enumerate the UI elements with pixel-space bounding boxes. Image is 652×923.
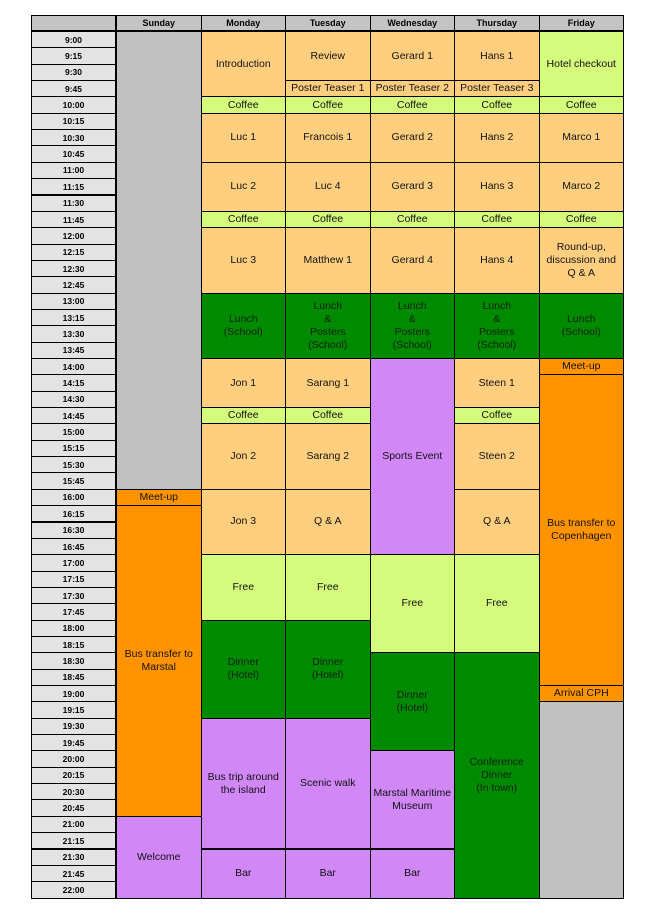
time-label: 21:15: [31, 832, 116, 849]
event-round-up-discussion-and-q-a[interactable]: [539, 227, 625, 293]
event-q-a[interactable]: [285, 489, 371, 555]
time-label: 10:00: [31, 96, 116, 113]
time-label: 9:00: [31, 31, 116, 48]
time-label: 19:15: [31, 701, 116, 718]
time-label: 19:00: [31, 685, 116, 702]
day-header-monday: Monday: [201, 15, 287, 31]
event-label: Conference Dinner (In town): [469, 755, 524, 794]
event-label: Jon 2: [230, 450, 257, 463]
event-bus-transfer-to-copenhagen[interactable]: [539, 374, 625, 686]
time-label: 21:45: [31, 865, 116, 882]
time-label: 18:00: [31, 620, 116, 637]
event-free[interactable]: [285, 554, 371, 620]
event-label: Coffee: [481, 98, 513, 111]
event-label: Jon 1: [230, 376, 257, 389]
event-label: Q & A: [483, 515, 511, 528]
event-label: Steen 2: [478, 450, 515, 463]
time-label: 18:30: [31, 652, 116, 669]
event-label: Luc 3: [230, 253, 257, 266]
time-label: 14:00: [31, 358, 116, 375]
event-coffee[interactable]: [285, 407, 371, 424]
time-label: 21:30: [31, 849, 116, 866]
event-free[interactable]: [370, 554, 456, 653]
time-label: 21:00: [31, 816, 116, 833]
event-label: Coffee: [312, 98, 344, 111]
time-label: 9:15: [31, 47, 116, 64]
event-label: Jon 3: [230, 515, 257, 528]
time-label: 17:00: [31, 554, 116, 571]
event-label: Coffee: [227, 409, 259, 422]
time-label: 17:45: [31, 603, 116, 620]
event-hans-3[interactable]: [454, 162, 540, 212]
time-label: 12:00: [31, 227, 116, 244]
event-label: Dinner (Hotel): [227, 656, 259, 682]
event-poster-teaser-2[interactable]: [370, 80, 456, 97]
event-label: Luc 4: [314, 180, 341, 193]
event-label: Gerard 4: [391, 253, 433, 266]
event-label: Francois 1: [303, 131, 353, 144]
event-lunch-school[interactable]: [539, 293, 625, 359]
event-conference-dinner-in-town[interactable]: [454, 652, 540, 898]
time-label: 11:00: [31, 162, 116, 179]
event-label: Coffee: [565, 213, 597, 226]
event-coffee[interactable]: [539, 211, 625, 228]
event-jon-1[interactable]: [201, 358, 287, 408]
event-coffee[interactable]: [201, 211, 287, 228]
event-sports-event[interactable]: [370, 358, 456, 555]
event-meet-up[interactable]: [539, 358, 625, 375]
event-welcome[interactable]: [116, 816, 202, 899]
time-label: 16:15: [31, 505, 116, 522]
event-label: Hans 2: [480, 131, 514, 144]
event-label: Coffee: [227, 213, 259, 226]
event-label: Dinner (Hotel): [311, 656, 344, 682]
event-label: Coffee: [312, 213, 344, 226]
event-luc-2[interactable]: [201, 162, 287, 212]
time-label: 20:45: [31, 799, 116, 816]
event-q-a[interactable]: [454, 489, 540, 555]
event-coffee[interactable]: [370, 96, 456, 113]
day-header-tuesday: Tuesday: [285, 15, 371, 31]
event-label: Coffee: [227, 98, 259, 111]
event-lunch-posters-school[interactable]: [370, 293, 456, 359]
event-label: Poster Teaser 3: [460, 82, 534, 95]
event-coffee[interactable]: [201, 96, 287, 113]
event-label: Poster Teaser 2: [375, 82, 449, 95]
time-label: 12:45: [31, 276, 116, 293]
event-sarang-1[interactable]: [285, 358, 371, 408]
time-label: 19:30: [31, 718, 116, 735]
time-label: 10:15: [31, 113, 116, 130]
event-label: Arrival CPH: [553, 687, 609, 700]
event-label: Free: [485, 597, 508, 610]
event-label: Coffee: [312, 409, 344, 422]
event-label: Luc 2: [230, 180, 257, 193]
time-label: 15:00: [31, 423, 116, 440]
day-header-wednesday: Wednesday: [370, 15, 456, 31]
header-corner: [31, 15, 116, 31]
event-marco-2[interactable]: [539, 162, 625, 212]
event-coffee[interactable]: [454, 211, 540, 228]
event-label: Lunch & Posters (School): [477, 299, 517, 351]
event-label: Coffee: [565, 98, 597, 111]
event-luc-3[interactable]: [201, 227, 287, 293]
event-hans-1[interactable]: [454, 31, 540, 81]
event-label: Marco 2: [562, 180, 601, 193]
event-label: Free: [316, 580, 339, 593]
event-label: Free: [401, 597, 424, 610]
time-label: 10:30: [31, 129, 116, 146]
time-label: 17:15: [31, 571, 116, 588]
event-coffee[interactable]: [539, 96, 625, 113]
event-label: Gerard 2: [391, 131, 433, 144]
event-gerard-1[interactable]: [370, 31, 456, 81]
time-label: 13:30: [31, 325, 116, 342]
time-label: 13:15: [31, 309, 116, 326]
time-label: 22:00: [31, 881, 116, 898]
event-label: Marco 1: [562, 131, 601, 144]
event-label: Sports Event: [382, 450, 443, 463]
event-coffee[interactable]: [454, 96, 540, 113]
event-empty: [539, 701, 625, 898]
time-label: 13:45: [31, 342, 116, 359]
event-label: Review: [310, 49, 345, 62]
event-sarang-2[interactable]: [285, 423, 371, 489]
event-label: Meet-up: [139, 490, 179, 503]
time-label: 14:15: [31, 374, 116, 391]
event-label: Bus transfer to Marstal: [124, 647, 193, 673]
event-bar[interactable]: [201, 849, 287, 899]
event-label: Meet-up: [561, 360, 601, 373]
event-label: Bus transfer to Copenhagen: [547, 517, 616, 543]
time-label: 20:15: [31, 767, 116, 784]
event-label: Scenic walk: [300, 777, 356, 790]
time-label: 11:45: [31, 211, 116, 228]
event-label: Poster Teaser 1: [291, 82, 365, 95]
day-header-friday: Friday: [539, 15, 625, 31]
day-header-thursday: Thursday: [454, 15, 540, 31]
time-label: 16:00: [31, 489, 116, 506]
event-label: Round-up, discussion and Q & A: [546, 240, 616, 279]
event-label: Lunch (School): [561, 312, 601, 338]
time-label: 19:45: [31, 734, 116, 751]
time-label: 13:00: [31, 293, 116, 310]
event-bar[interactable]: [285, 849, 371, 899]
event-label: Lunch & Posters (School): [308, 299, 348, 351]
event-poster-teaser-1[interactable]: [285, 80, 371, 97]
event-bus-trip-around-the-island[interactable]: [201, 718, 287, 850]
event-gerard-2[interactable]: [370, 113, 456, 163]
event-hans-2[interactable]: [454, 113, 540, 163]
event-coffee[interactable]: [201, 407, 287, 424]
event-matthew-1[interactable]: [285, 227, 371, 293]
event-free[interactable]: [201, 554, 287, 620]
event-hotel-checkout[interactable]: [539, 31, 625, 97]
time-label: 15:30: [31, 456, 116, 473]
time-label: 16:30: [31, 522, 116, 539]
event-coffee[interactable]: [285, 96, 371, 113]
event-label: Welcome: [136, 850, 181, 863]
event-label: Coffee: [481, 409, 513, 422]
day-header-sunday: Sunday: [116, 15, 202, 31]
event-label: Coffee: [481, 213, 513, 226]
event-dinner-hotel[interactable]: [201, 620, 287, 719]
event-dinner-hotel[interactable]: [370, 652, 456, 751]
event-poster-teaser-3[interactable]: [454, 80, 540, 97]
time-label: 14:45: [31, 407, 116, 424]
event-bar[interactable]: [370, 849, 456, 899]
time-label: 16:45: [31, 538, 116, 555]
event-steen-1[interactable]: [454, 358, 540, 408]
event-label: Matthew 1: [303, 253, 352, 266]
event-marstal-maritime-museum[interactable]: [370, 750, 456, 849]
event-lunch-posters-school[interactable]: [454, 293, 540, 359]
event-label: Q & A: [314, 515, 342, 528]
event-label: Luc 1: [230, 131, 257, 144]
event-dinner-hotel[interactable]: [285, 620, 371, 719]
event-francois-1[interactable]: [285, 113, 371, 163]
time-label: 12:15: [31, 244, 116, 261]
event-bus-transfer-to-marstal[interactable]: [116, 505, 202, 817]
event-label: Lunch (School): [223, 312, 263, 338]
event-coffee[interactable]: [454, 407, 540, 424]
event-gerard-3[interactable]: [370, 162, 456, 212]
event-jon-2[interactable]: [201, 423, 287, 489]
event-meet-up[interactable]: [116, 489, 202, 506]
event-lunch-school[interactable]: [201, 293, 287, 359]
event-label: Bar: [404, 867, 421, 880]
event-label: Sarang 1: [306, 376, 350, 389]
time-label: 11:15: [31, 178, 116, 195]
event-luc-4[interactable]: [285, 162, 371, 212]
event-label: Coffee: [396, 213, 428, 226]
event-label: Hans 4: [480, 253, 514, 266]
event-label: Bar: [235, 867, 252, 880]
event-label: Dinner (Hotel): [396, 688, 428, 714]
event-label: Bus trip around the island: [207, 770, 279, 796]
event-label: Hotel checkout: [546, 57, 616, 70]
event-label: Free: [232, 580, 255, 593]
event-lunch-posters-school[interactable]: [285, 293, 371, 359]
event-introduction[interactable]: [201, 31, 287, 97]
time-label: 9:45: [31, 80, 116, 97]
time-label: 12:30: [31, 260, 116, 277]
event-luc-1[interactable]: [201, 113, 287, 163]
time-label: 15:15: [31, 440, 116, 457]
time-label: 9:30: [31, 64, 116, 81]
time-label: 10:45: [31, 145, 116, 162]
event-empty: [116, 31, 202, 490]
time-label: 11:30: [31, 195, 116, 212]
event-label: Bar: [319, 867, 336, 880]
event-label: Introduction: [215, 57, 271, 70]
event-scenic-walk[interactable]: [285, 718, 371, 850]
event-jon-3[interactable]: [201, 489, 287, 555]
time-label: 17:30: [31, 587, 116, 604]
event-label: Hans 1: [480, 49, 514, 62]
event-label: Hans 3: [480, 180, 514, 193]
event-coffee[interactable]: [285, 211, 371, 228]
event-review[interactable]: [285, 31, 371, 81]
event-label: Marstal Maritime Museum: [373, 786, 452, 812]
time-label: 14:30: [31, 391, 116, 408]
event-label: Gerard 3: [391, 180, 433, 193]
event-label: Gerard 1: [391, 49, 433, 62]
event-marco-1[interactable]: [539, 113, 625, 163]
time-label: 18:45: [31, 669, 116, 686]
event-coffee[interactable]: [370, 211, 456, 228]
event-arrival-cph[interactable]: [539, 685, 625, 702]
event-free[interactable]: [454, 554, 540, 653]
time-label: 15:45: [31, 472, 116, 489]
event-label: Sarang 2: [306, 450, 350, 463]
event-steen-2[interactable]: [454, 423, 540, 489]
time-label: 20:00: [31, 750, 116, 767]
time-label: 20:30: [31, 783, 116, 800]
event-label: Coffee: [396, 98, 428, 111]
time-label: 18:15: [31, 636, 116, 653]
event-label: Steen 1: [478, 376, 515, 389]
event-label: Lunch & Posters (School): [392, 299, 432, 351]
event-hans-4[interactable]: [454, 227, 540, 293]
event-gerard-4[interactable]: [370, 227, 456, 293]
